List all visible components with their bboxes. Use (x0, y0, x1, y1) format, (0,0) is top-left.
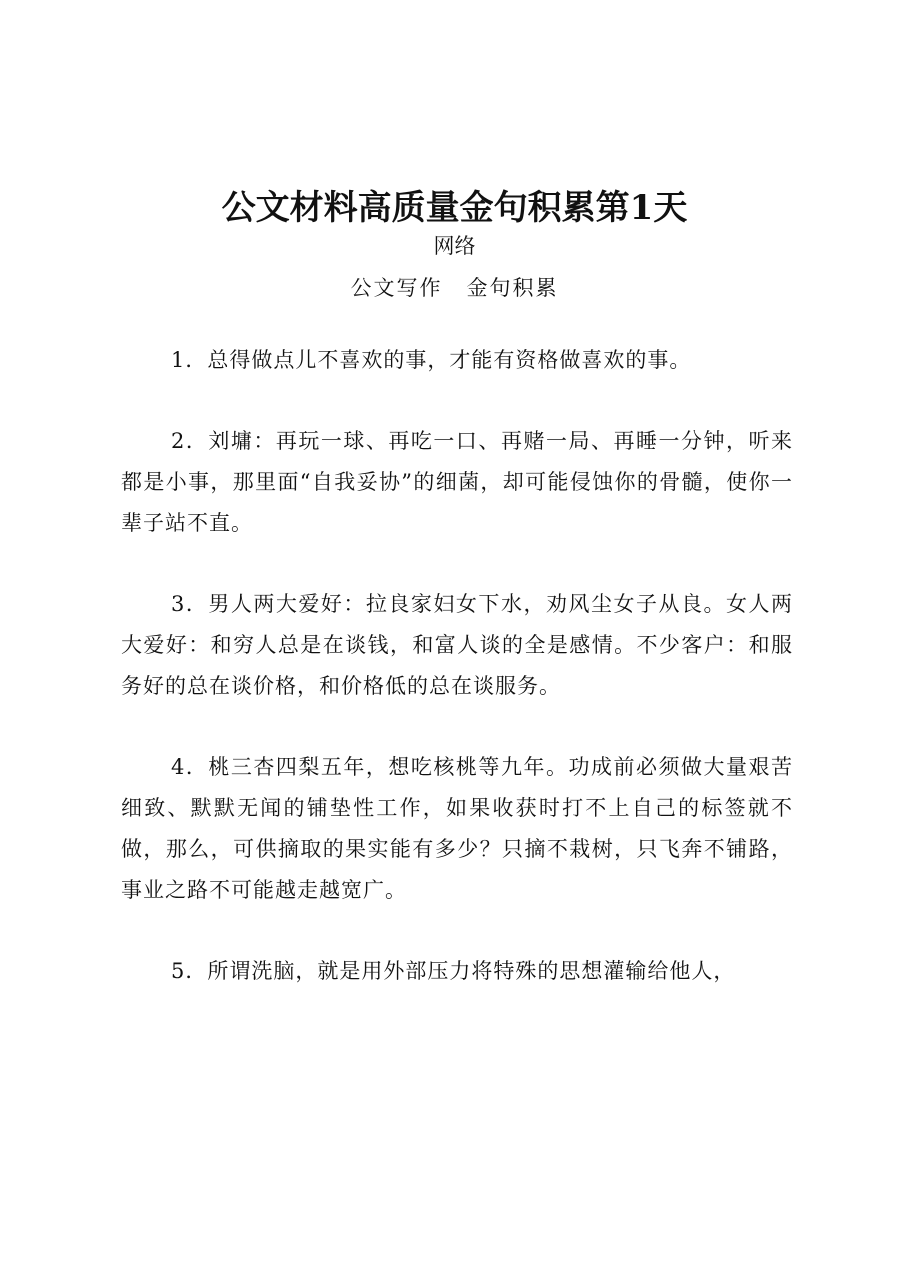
document-tags (0, 274, 909, 302)
paragraph: 1．总得做点儿不喜欢的事，才能有资格做喜欢的事。 (171, 348, 692, 372)
paragraph: 5．所谓洗脑，就是用外部压力将特殊的思想灌输给他人， (171, 959, 736, 983)
document-author: 网络 (433, 234, 476, 258)
tag-item: 公文写作 (350, 276, 443, 300)
paragraph: 2．刘墉：再玩一球、再吃一口、再赌一局、再睡一分钟，听来都是小事，那里面“自我妥协”的细菌，却可能侵蚀你的骨髓，使你一辈子站不直。 (121, 429, 793, 535)
tag-item: 金句积累 (466, 276, 559, 300)
paragraph: 4．桃三杏四梨五年，想吃核桃等九年。功成前必须做大量艰苦细致、默默无闻的铺垫性工作，如果收获时打不上自己的标签就不做，那么，可供摘取的果实能有多少？只摘不栽树，只飞奔不铺路，事业之路不可能越走越宽广。 (121, 755, 793, 902)
document-body (121, 340, 793, 1032)
document-title: 公文材料高质量金句积累第1天 (221, 188, 688, 228)
paragraph: 3．男人两大爱好：拉良家妇女下水，劝风尘女子从良。女人两大爱好：和穷人总是在谈钱，和富人谈的全是感情。不少客户：和服务好的总在谈价格，和价格低的总在谈服务。 (121, 592, 793, 698)
